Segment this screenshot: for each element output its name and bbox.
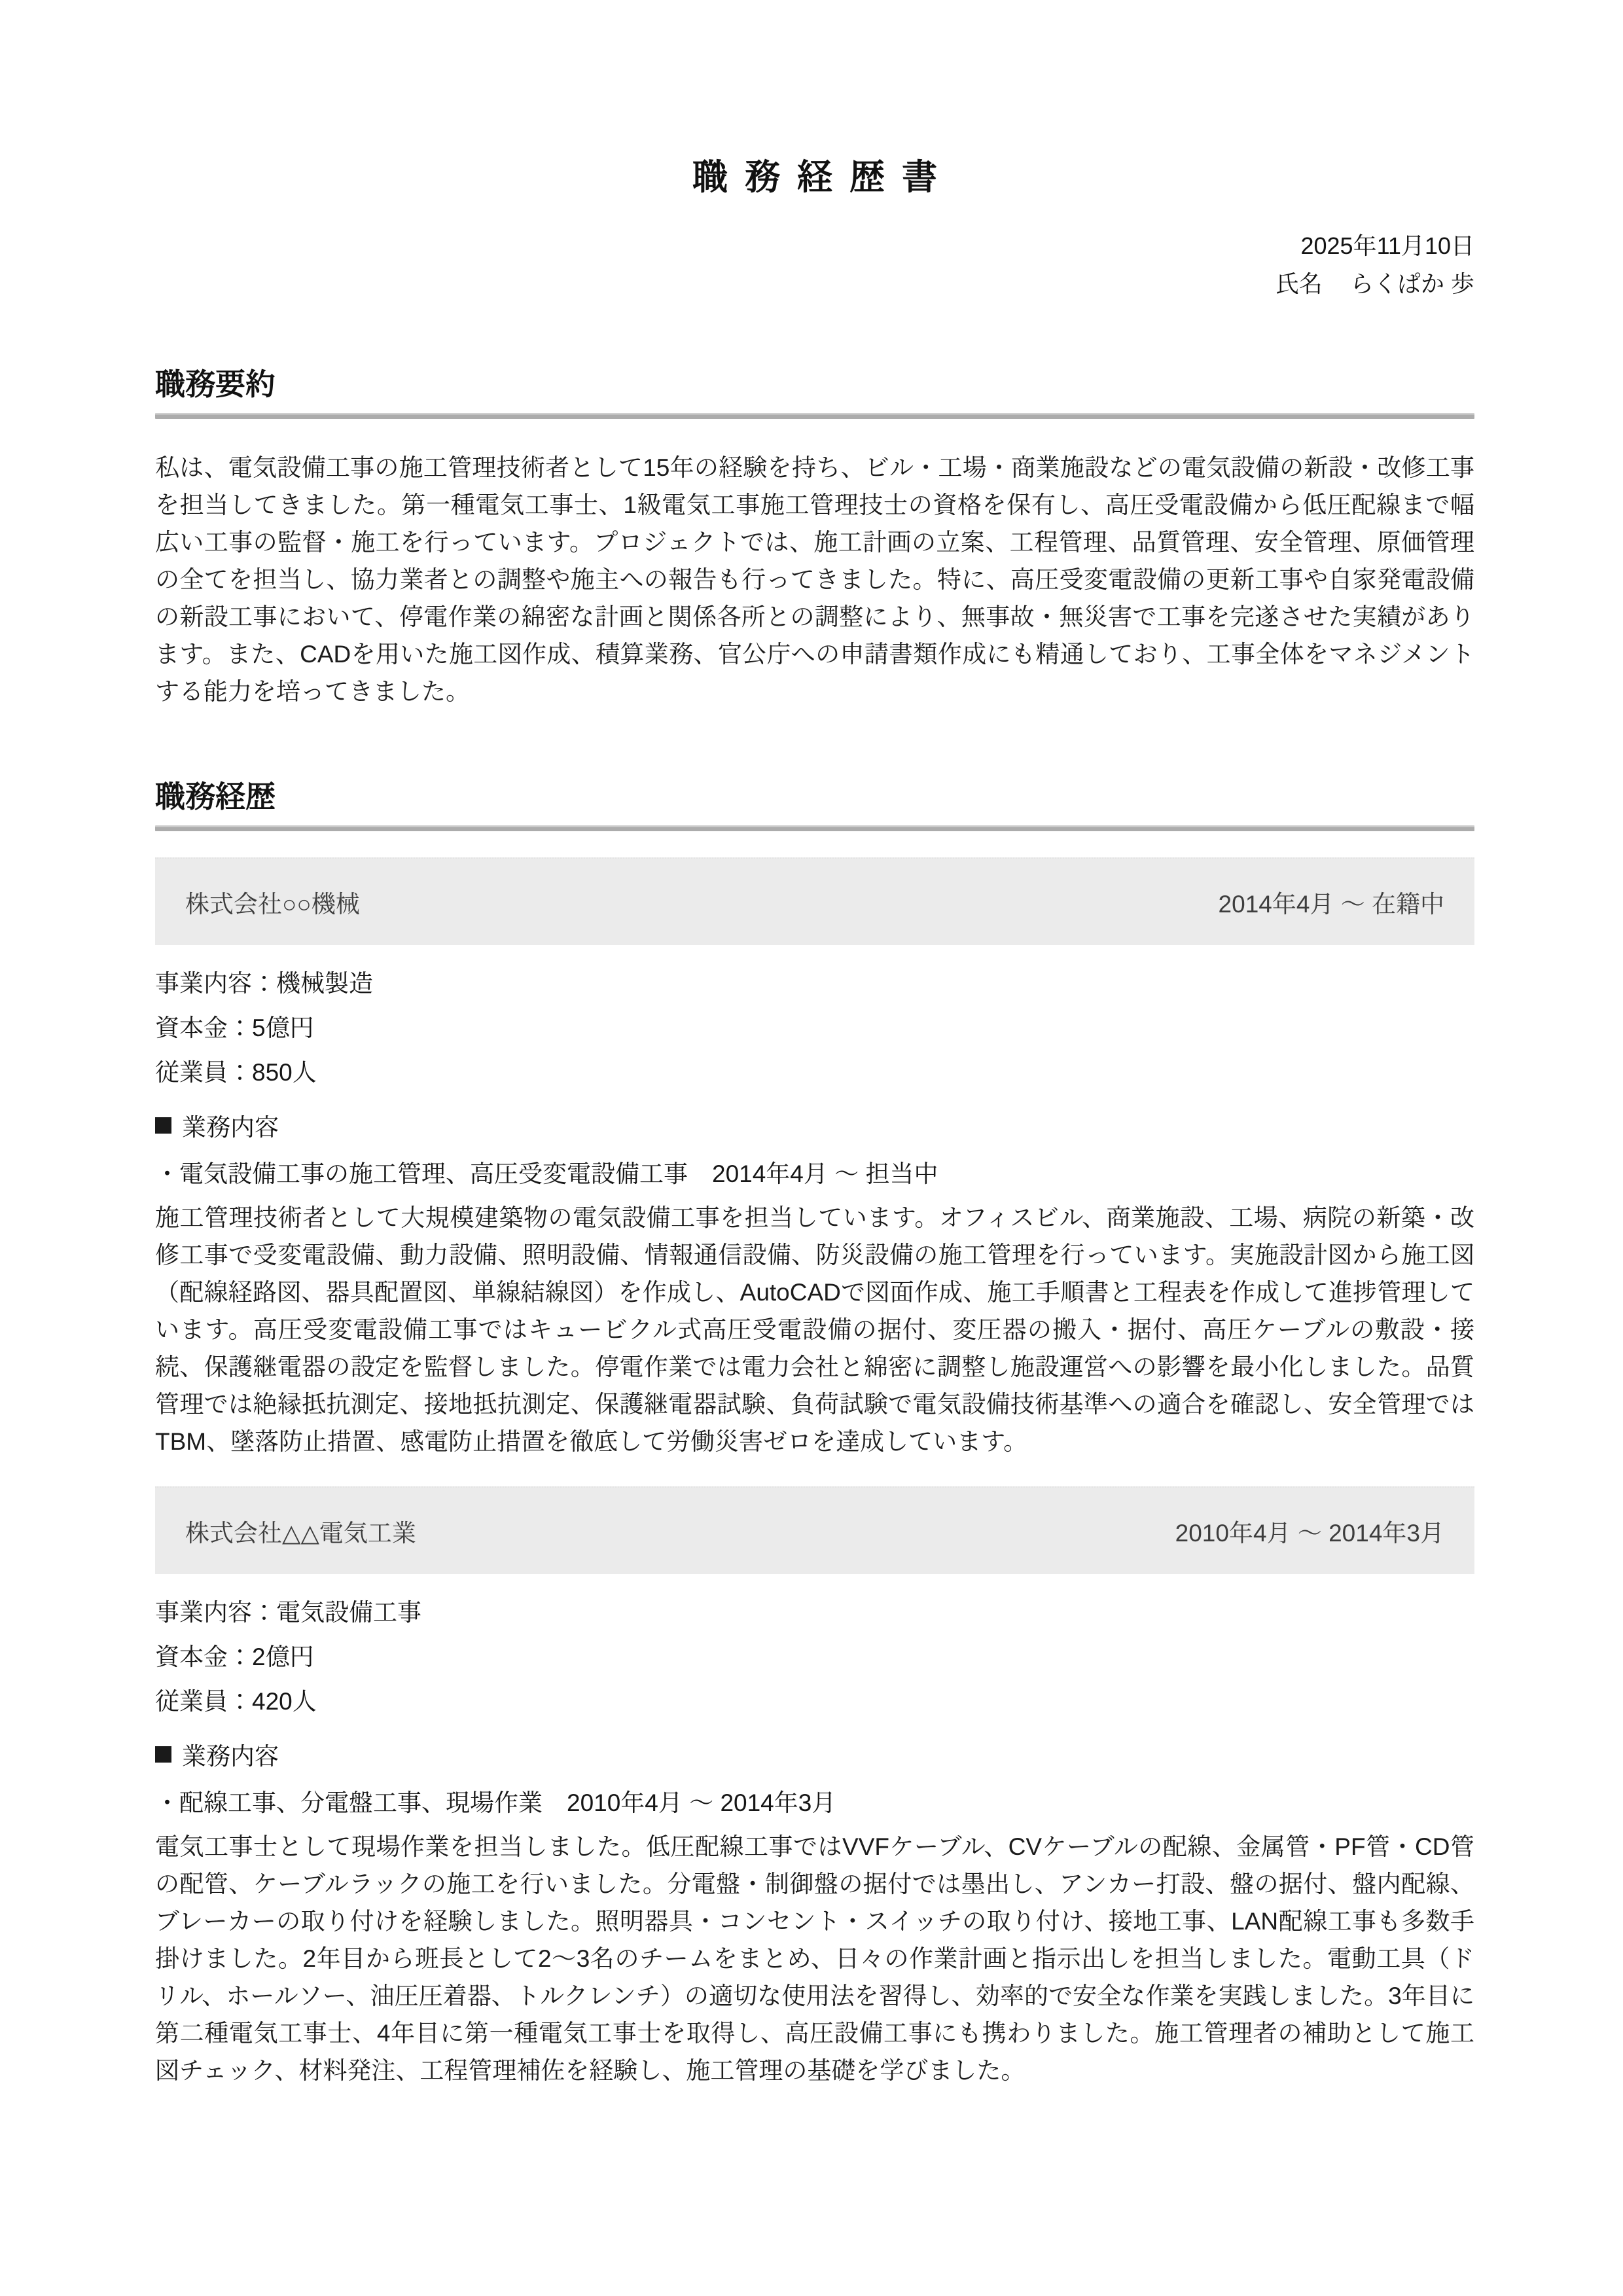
company-employees: 従業員：420人: [155, 1688, 317, 1715]
work-content-heading: [155, 1736, 1474, 1772]
company-description: 施工管理技術者として大規模建築物の電気設備工事を担当しています。オフィスビル、商業施設、工場、病院の新築・改修工事で受変電設備、動力設備、照明設備、情報通信設備、防災設備の施工管理を行っています。実施設計図から施工図（配線経路図、器具配置図、単線結線図）を作成し、AutoCADで図面作成、施工手順書と工程表を作成して進捗管理しています。高圧受変電設備工事ではキュービクル式高圧受電設備の据付、変圧器の搬入・据付、高圧ケーブルの敷設・接続、保護継電器の設定を監督しました。停電作業では電力会社と綿密に調整し施設運営への影響を最小化しました。品質管理では絶縁抵抗測定、接地抵抗測定、保護継電器試験、負荷試験で電気設備技術基準への適合を確認し、安全管理ではTBM、墜落防止措置、感電防止措置を徹底して労働災害ゼロを達成しています。: [155, 1204, 1474, 1455]
work-content-heading: [155, 1107, 1474, 1143]
company-entry: [155, 857, 1474, 1460]
company-employees: 従業員：850人: [155, 1059, 317, 1086]
square-bullet-icon: [155, 1746, 171, 1763]
company-header-bar: [155, 1486, 1474, 1574]
company-name: 株式会社○○機械: [185, 891, 360, 918]
work-content-label: 業務内容: [182, 1743, 279, 1770]
document-meta: [155, 227, 1474, 303]
page-title: 職務経歴書: [692, 158, 954, 197]
summary-heading-rule: [155, 413, 1474, 419]
career-section: [155, 773, 1474, 2089]
role-summary-line: ・電気設備工事の施工管理、高圧受変電設備工事 2014年4月 ～ 担当中: [155, 1160, 938, 1187]
company-details: [155, 971, 1474, 1085]
document-date: 2025年11月10日: [1300, 232, 1474, 259]
applicant-name-line: [155, 265, 1474, 303]
company-description: 電気工事士として現場作業を担当しました。低圧配線工事ではVVFケーブル、CVケーブルの配線、金属管・PF管・CD管の配管、ケーブルラックの施工を行いました。分電盤・制御盤の据付では墨出し、アンカー打設、盤の据付、盤内配線、ブレーカーの取り付けを経験しました。照明器具・コンセント・スイッチの取り付け、接地工事、LAN配線工事も多数手掛けました。2年目から班長として2～3名のチームをまとめ、日々の作業計画と指示出しを担当しました。電動工具（ドリル、ホールソー、油圧圧着器、トルクレンチ）の適切な使用法を習得し、効率的で安全な作業を実践しました。3年目に第二種電気工事士、4年目に第一種電気工事士を取得し、高圧設備工事にも携わりました。施工管理者の補助として施工図チェック、材料発注、工程管理補佐を経験し、施工管理の基礎を学びました。: [155, 1833, 1474, 2084]
name-label: 氏名: [1275, 270, 1323, 297]
career-heading: 職務経歴: [155, 780, 276, 814]
company-business: 事業内容：電気設備工事: [155, 1599, 421, 1626]
company-capital: 資本金：2億円: [155, 1643, 314, 1670]
summary-section: [155, 361, 1474, 710]
company-entry: [155, 1486, 1474, 2089]
company-business: 事業内容：機械製造: [155, 970, 373, 997]
company-name: 株式会社△△電気工業: [185, 1520, 416, 1547]
summary-heading: 職務要約: [155, 367, 276, 401]
company-period: 2010年4月 ～ 2014年3月: [1175, 1520, 1444, 1547]
career-heading-rule: [155, 825, 1474, 831]
name-value: らくぱか 歩: [1349, 270, 1474, 297]
summary-body: 私は、電気設備工事の施工管理技術者として15年の経験を持ち、ビル・工場・商業施設などの電気設備の新設・改修工事を担当してきました。第一種電気工事士、1級電気工事施工管理技士の資格を保有し、高圧受電設備から低圧配線まで幅広い工事の監督・施工を行っています。プロジェクトでは、施工計画の立案、工程管理、品質管理、安全管理、原価管理の全てを担当し、協力業者との調整や施主への報告も行ってきました。特に、高圧受変電設備の更新工事や自家発電設備の新設工事において、停電作業の綿密な計画と関係各所との調整により、無事故・無災害で工事を完遂させた実績があります。また、CADを用いた施工図作成、積算業務、官公庁への申請書類作成にも精通しており、工事全体をマネジメントする能力を培ってきました。: [155, 454, 1474, 705]
company-header-bar: [155, 857, 1474, 945]
square-bullet-icon: [155, 1117, 171, 1134]
company-details: [155, 1600, 1474, 1714]
company-period: 2014年4月 ～ 在籍中: [1218, 891, 1444, 918]
work-content-label: 業務内容: [182, 1114, 279, 1141]
company-capital: 資本金：5億円: [155, 1014, 314, 1041]
role-summary-line: ・配線工事、分電盤工事、現場作業 2010年4月 ～ 2014年3月: [155, 1789, 836, 1816]
